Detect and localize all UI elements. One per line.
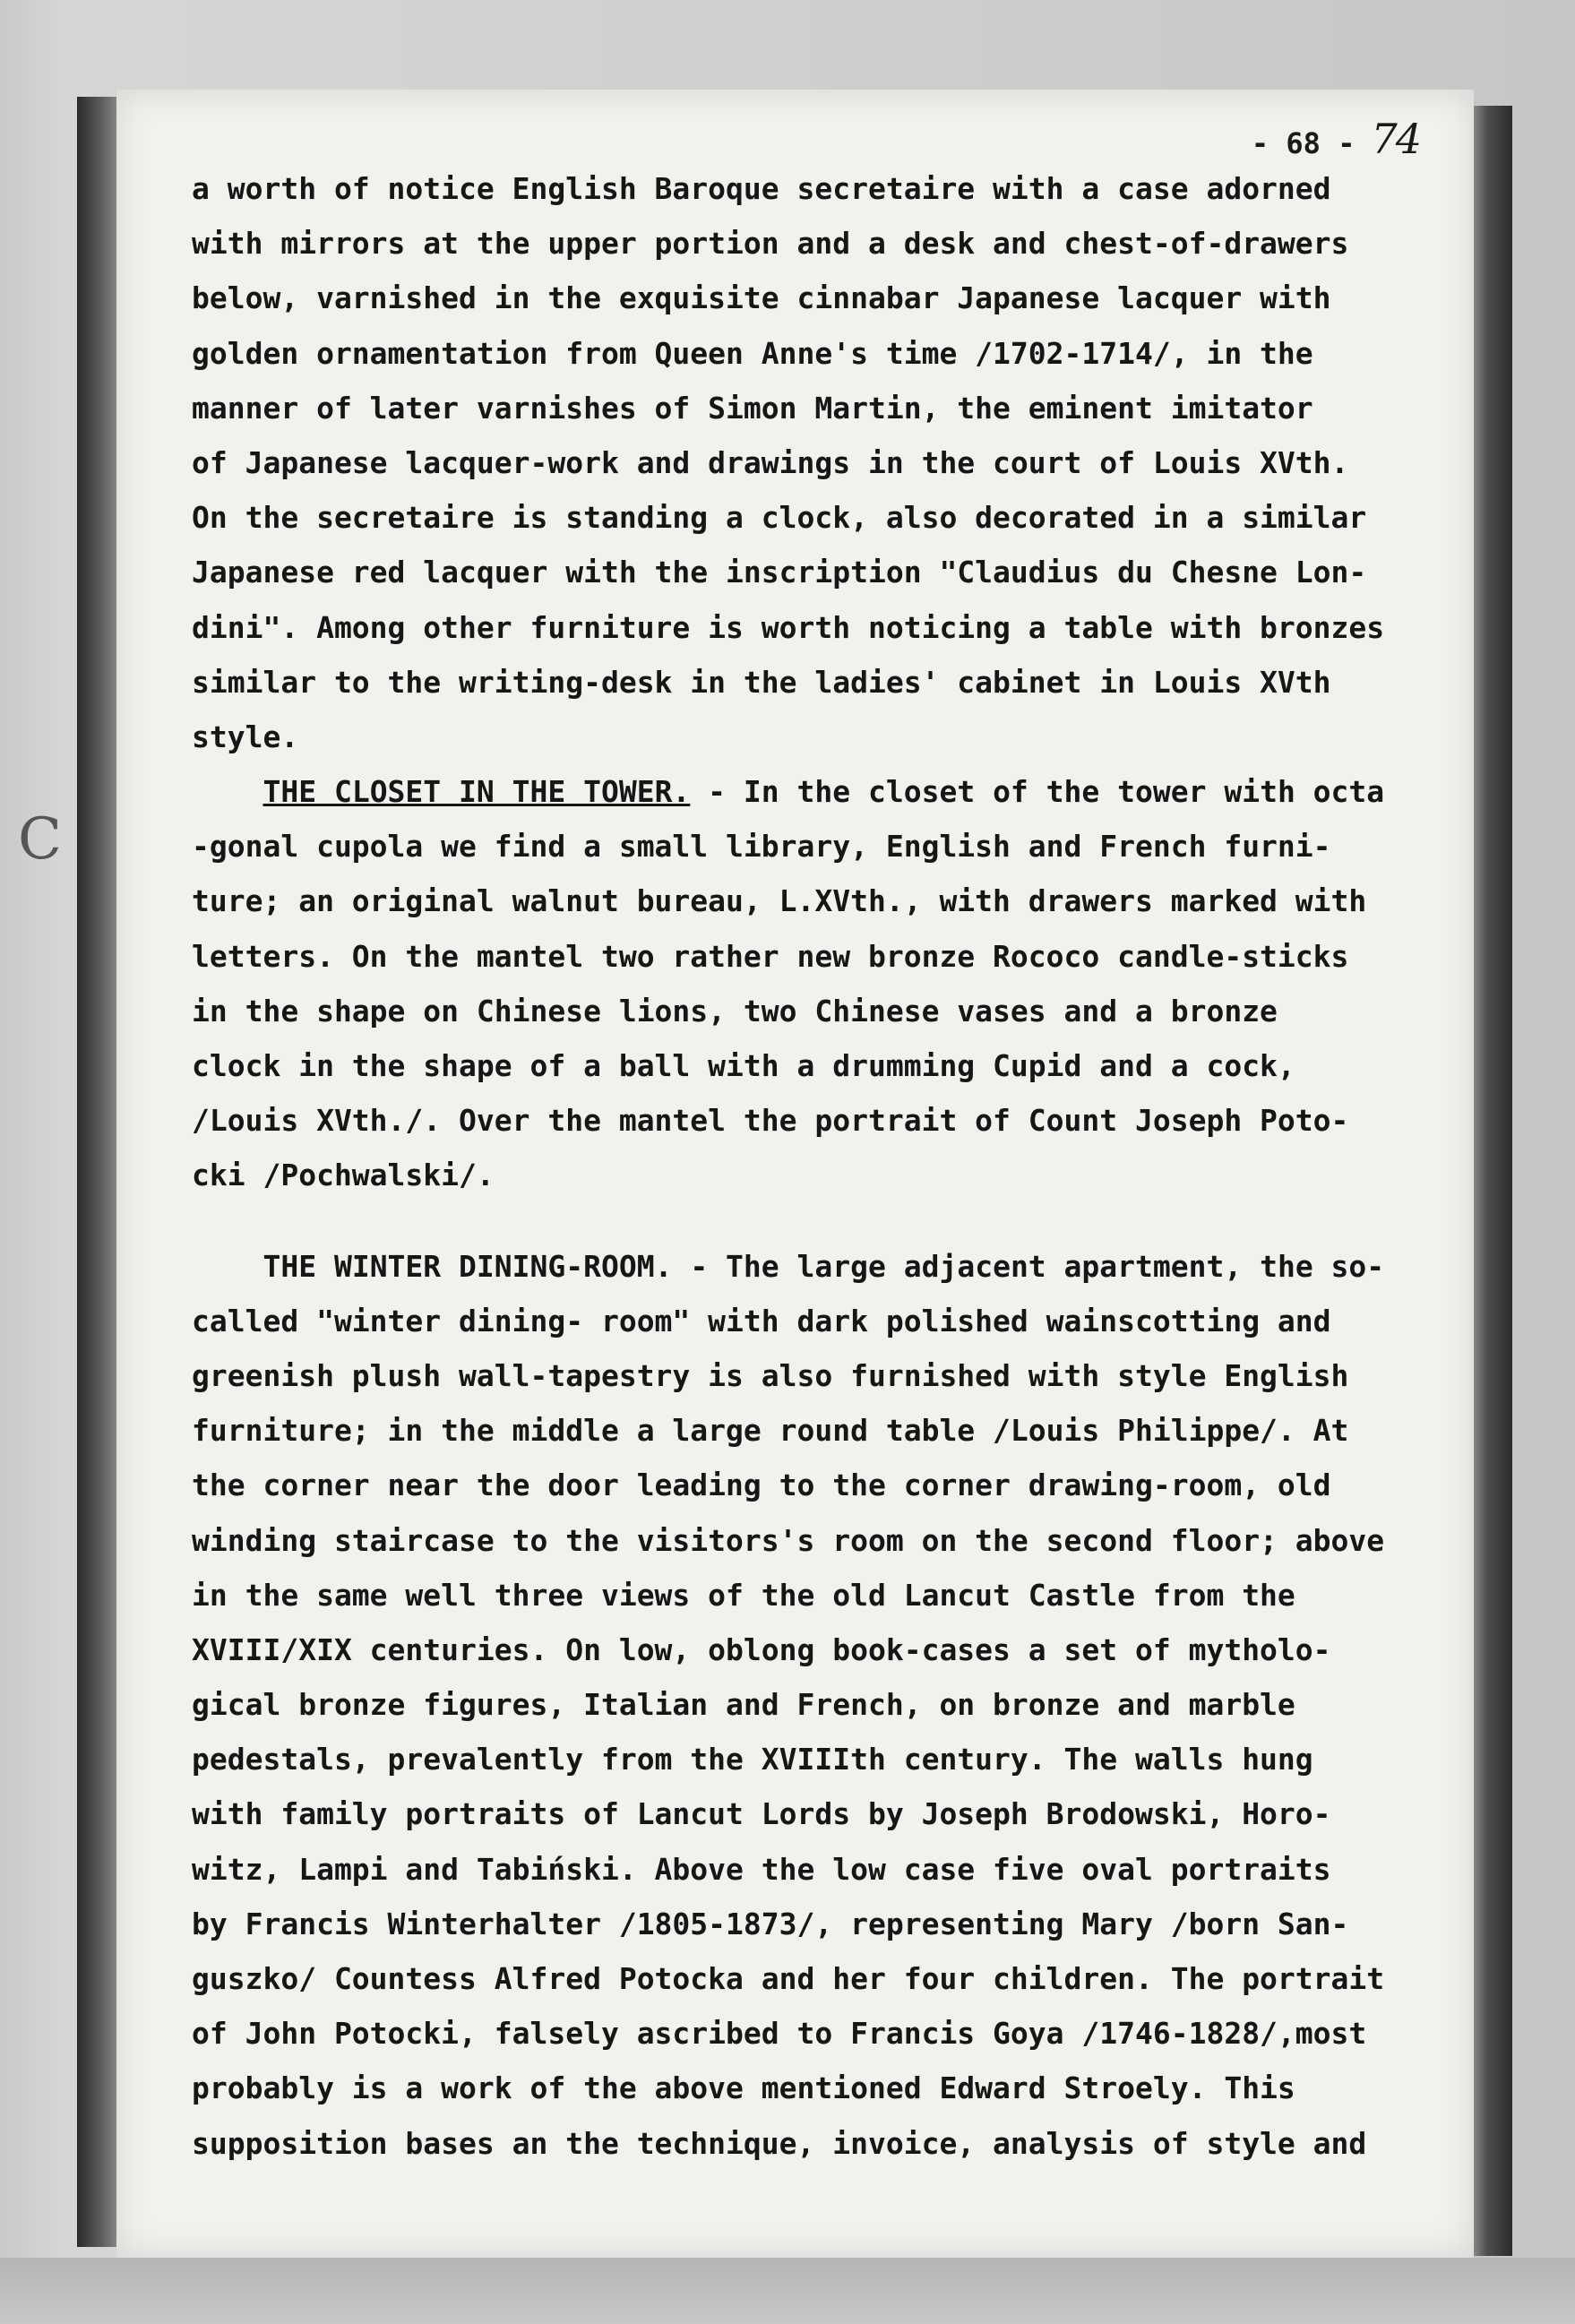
text-line: XVIII/XIX centuries. On low, oblong book-cases a set of mytholo- bbox=[192, 1631, 1331, 1667]
text-line: witz, Lampi and Tabiński. Above the low case five oval portraits bbox=[192, 1851, 1331, 1887]
scan-bottom-strip bbox=[0, 2258, 1575, 2324]
text-line-rest: - In the closet of the tower with octa bbox=[690, 774, 1385, 810]
text-line: manner of later varnishes of Simon Martin, the eminent imitator bbox=[192, 390, 1313, 426]
handwritten-page-number: 74 bbox=[1371, 115, 1420, 163]
text-line: pedestals, prevalently from the XVIIIth century. The walls hung bbox=[192, 1742, 1313, 1777]
text-line: /Louis XVth./. Over the mantel the portrait of Count Joseph Poto- bbox=[192, 1103, 1349, 1139]
text-line: probably is a work of the above mentioned Edward Stroely. This bbox=[192, 2070, 1295, 2106]
text-line: golden ornamentation from Queen Anne's time /1702-1714/, in the bbox=[192, 335, 1313, 371]
body-text bbox=[192, 161, 1486, 2171]
section-first-line bbox=[192, 1239, 1486, 1294]
text-line: letters. On the mantel two rather new bronze Rococo candle-sticks bbox=[192, 938, 1349, 974]
text-line: of John Potocki, falsely ascribed to Francis Goya /1746-1828/,most bbox=[192, 2016, 1367, 2052]
text-line: On the secretaire is standing a clock, also decorated in a similar bbox=[192, 500, 1367, 536]
text-line: furniture; in the middle a large round table /Louis Philippe/. At bbox=[192, 1413, 1349, 1449]
text-line: style. bbox=[192, 719, 299, 754]
text-line: Japanese red lacquer with the inscription "Claudius du Chesne Lon- bbox=[192, 555, 1367, 590]
text-line: dini". Among other furniture is worth noticing a table with bronzes bbox=[192, 609, 1385, 645]
text-line: clock in the shape of a ball with a drumming Cupid and a cock, bbox=[192, 1048, 1295, 1083]
text-line: a worth of notice English Baroque secretaire with a case adorned bbox=[192, 171, 1331, 206]
text-line: winding staircase to the visitors's room on the second floor; above bbox=[192, 1522, 1385, 1558]
document-page bbox=[116, 90, 1474, 2258]
paragraph-gap bbox=[192, 1203, 1486, 1239]
text-line: with mirrors at the upper portion and a desk and chest-of-drawers bbox=[192, 226, 1349, 262]
text-line: by Francis Winterhalter /1805-1873/, representing Mary /born San- bbox=[192, 1906, 1349, 1941]
left-page-edge-shadow bbox=[77, 97, 118, 2247]
text-line: in the same well three views of the old Lancut Castle from the bbox=[192, 1577, 1295, 1613]
margin-mark: C bbox=[18, 806, 62, 873]
text-line: below, varnished in the exquisite cinnabar Japanese lacquer with bbox=[192, 280, 1331, 316]
text-line: ture; an original walnut bureau, L.XVth., with drawers marked with bbox=[192, 883, 1367, 919]
text-line: guszko/ Countess Alfred Potocka and her four children. The portrait bbox=[192, 1961, 1385, 1996]
text-line: greenish plush wall-tapestry is also furnished with style English bbox=[192, 1357, 1349, 1393]
text-line: with family portraits of Lancut Lords by Joseph Brodowski, Horo- bbox=[192, 1796, 1331, 1832]
text-line: supposition bases an the technique, invoice, analysis of style and bbox=[192, 2125, 1367, 2161]
text-line: cki /Pochwalski/. bbox=[192, 1158, 495, 1193]
typed-page-number: - 68 - bbox=[1251, 126, 1356, 160]
text-line: called "winter dining- room" with dark polished wainscotting and bbox=[192, 1303, 1331, 1338]
section-heading-dining: THE WINTER DINING-ROOM. bbox=[262, 1248, 673, 1284]
text-line: of Japanese lacquer-work and drawings in the court of Louis XVth. bbox=[192, 444, 1349, 480]
text-line: the corner near the door leading to the corner drawing-room, old bbox=[192, 1468, 1331, 1503]
section-first-line bbox=[192, 764, 1486, 819]
text-line: similar to the writing-desk in the ladies' cabinet in Louis XVth bbox=[192, 664, 1331, 700]
section-heading-closet: THE CLOSET IN THE TOWER. bbox=[262, 774, 691, 810]
text-line: -gonal cupola we find a small library, English and French furni- bbox=[192, 829, 1331, 865]
text-line-rest: - The large adjacent apartment, the so- bbox=[672, 1248, 1385, 1284]
text-line: gical bronze figures, Italian and French, on bronze and marble bbox=[192, 1687, 1295, 1723]
text-line: in the shape on Chinese lions, two Chinese vases and a bronze bbox=[192, 993, 1278, 1029]
page-number bbox=[1252, 115, 1420, 163]
